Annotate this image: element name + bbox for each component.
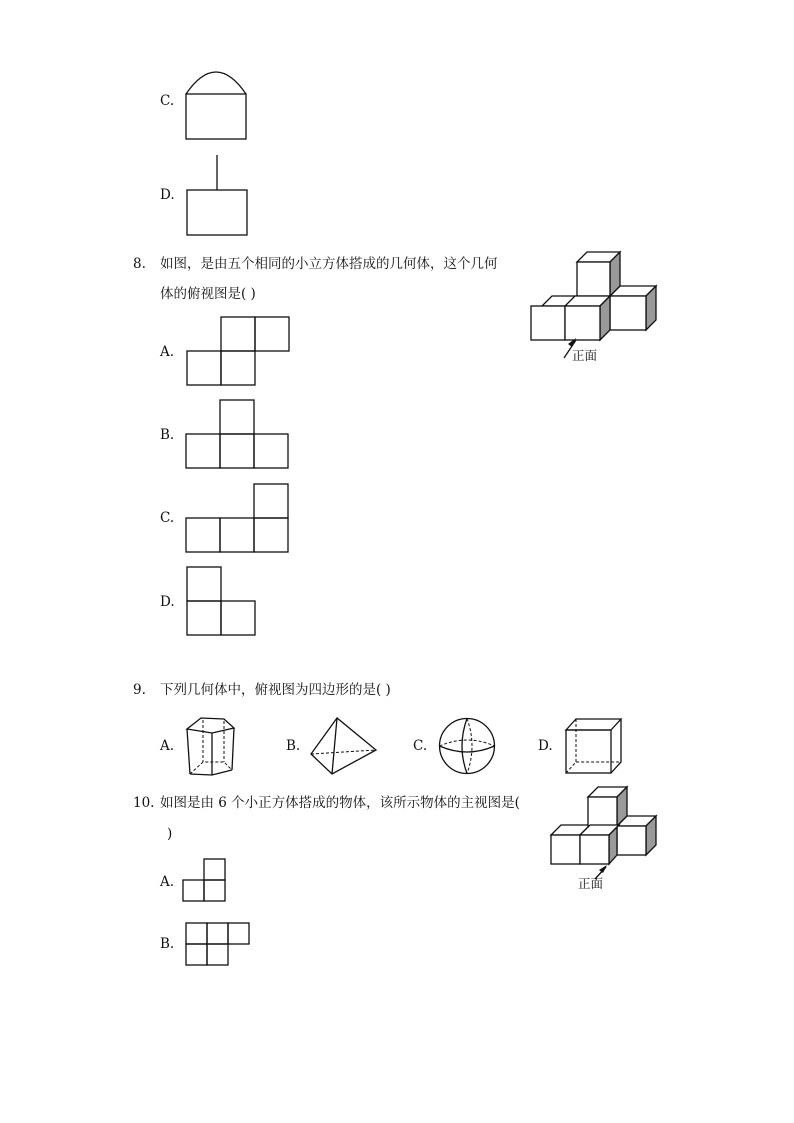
q8-option-c-figure[interactable]: [185, 483, 291, 555]
q8-option-d-label[interactable]: D.: [160, 594, 175, 610]
q8-question-line1: 如图，是由五个相同的小立方体搭成的几何体，这个几何: [160, 256, 498, 272]
q8-number: 8.: [133, 256, 146, 272]
q7-option-d-label[interactable]: D.: [160, 187, 175, 203]
q7-option-c-figure[interactable]: [184, 62, 250, 142]
q8-option-b-label[interactable]: B.: [160, 427, 175, 443]
q9-option-d-figure[interactable]: [562, 716, 624, 776]
q9-option-b-label[interactable]: B.: [286, 738, 301, 754]
q10-option-b-label[interactable]: B.: [160, 936, 175, 952]
q9-question: 下列几何体中，俯视图为四边形的是( ): [160, 682, 391, 698]
q8-option-d-figure[interactable]: [186, 566, 258, 638]
q10-option-b-figure[interactable]: [185, 922, 253, 968]
q8-front-label: 正面: [572, 348, 598, 363]
q10-question-line2: ): [167, 826, 173, 842]
q8-option-c-label[interactable]: C.: [160, 510, 175, 526]
q10-question-line1: 如图是由 6 个小正方体搭成的物体，该所示物体的主视图是(: [160, 795, 520, 811]
q9-option-b-figure[interactable]: [309, 716, 379, 778]
q9-option-a-label[interactable]: A.: [160, 738, 175, 754]
q8-question-line2: 体的俯视图是( ): [160, 286, 256, 302]
q10-number: 10.: [133, 795, 155, 811]
q10-solid-figure: [548, 785, 663, 890]
q9-option-a-figure[interactable]: [184, 715, 240, 779]
q10-option-a-label[interactable]: A.: [160, 874, 175, 890]
q9-number: 9.: [133, 682, 146, 698]
q8-option-b-figure[interactable]: [185, 399, 291, 471]
q9-option-d-label[interactable]: D.: [538, 738, 553, 754]
q10-front-label: 正面: [578, 876, 604, 891]
q8-option-a-label[interactable]: A.: [160, 344, 175, 360]
q10-option-a-figure[interactable]: [182, 858, 228, 904]
q8-option-a-figure[interactable]: [186, 316, 292, 388]
q7-option-c-label[interactable]: C.: [160, 93, 175, 109]
q7-option-d-figure[interactable]: [185, 154, 251, 238]
q9-option-c-figure[interactable]: [437, 717, 499, 777]
q9-option-c-label[interactable]: C.: [413, 738, 428, 754]
